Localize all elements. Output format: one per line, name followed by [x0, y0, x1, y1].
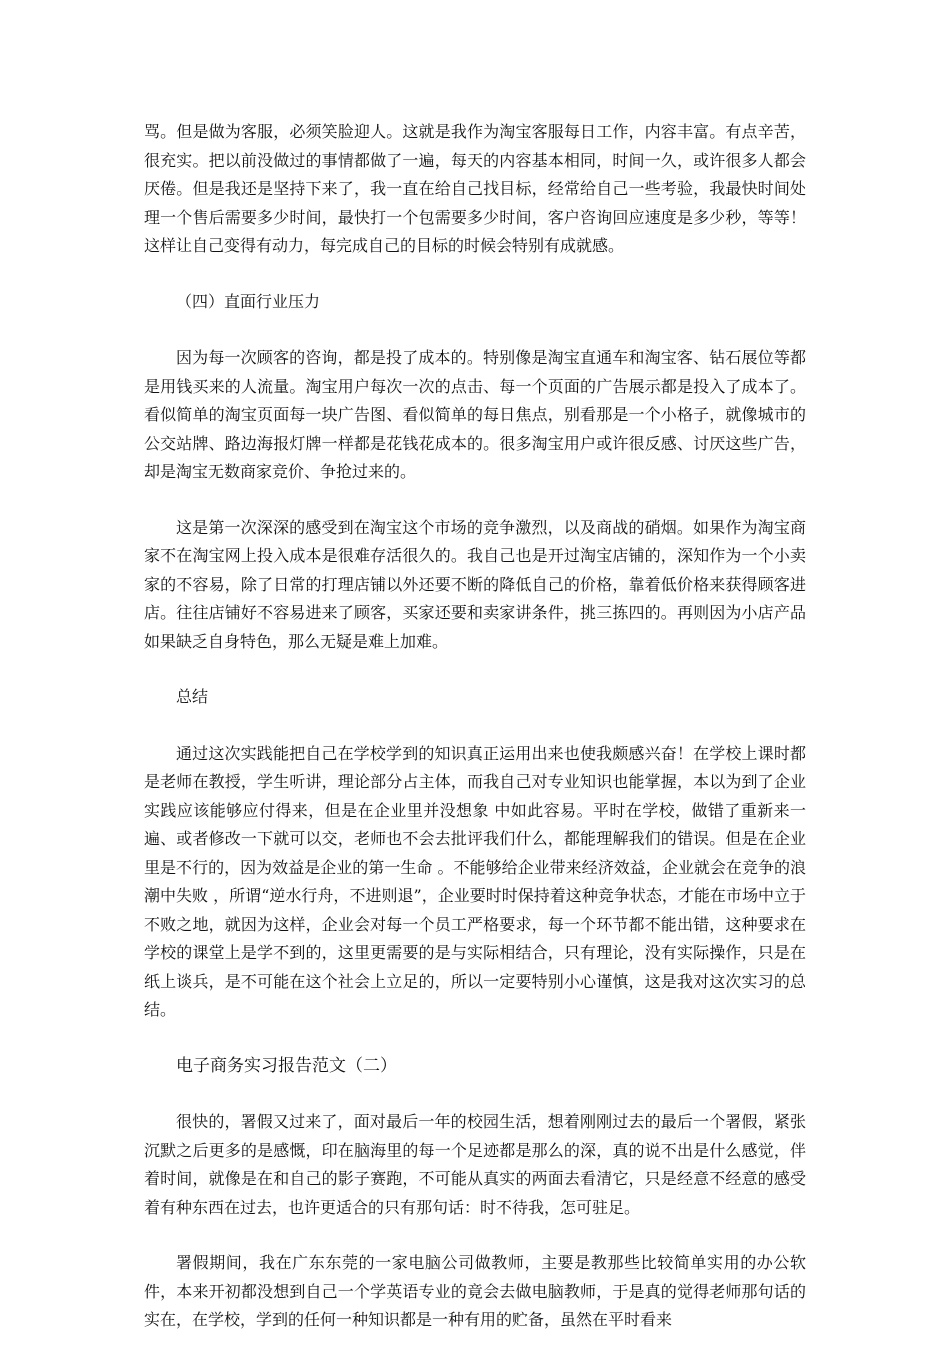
paragraph-customer-service: 骂。但是做为客服，必须笑脸迎人。这就是我作为淘宝客服每日工作，内容丰富。有点辛苦，很充实。把以前没做过的事情都做了一遍，每天的内容基本相同，时间一久，或许很多人都会厌倦。但是我还是坚持下来了，我一直在给自己找目标，经常给自己一些考验，我最快时间处理一个售后需要多少时间，最快打一个包需要多少时间，客户咨询回应速度是多少秒，等等！这样让自己变得有动力，每完成自己的目标的时候会特别有成就感。	[144, 122, 806, 255]
section-heading-summary: 总结	[176, 687, 209, 706]
document-page	[144, 118, 806, 1362]
paragraph-summer-vacation: 很快的，署假又过来了，面对最后一年的校园生活，想着刚刚过去的最后一个署假，紧张沉默之后更多的是感慨，印在脑海里的每一个足迹都是那么的深，真的说不出是什么感觉，伴着时间，就像是在和自己的影子赛跑，不可能从真实的两面去看清它，只是经意不经意的感受着有种东西在过去，也许更适合的只有那句话：时不待我，怎可驻足。	[144, 1112, 806, 1217]
paragraph-market-competition: 这是第一次深深的感受到在淘宝这个市场的竞争激烈，以及商战的硝烟。如果作为淘宝商家不在淘宝网上投入成本是很难存活很久的。我自己也是开过淘宝店铺的，深知作为一个小卖家的不容易，除了日常的打理店铺以外还要不断的降低自己的价格，靠着低价格来获得顾客进店。往往店铺好不容易进来了顾客，买家还要和卖家讲条件，挑三拣四的。再则因为小店产品如果缺乏自身特色，那么无疑是难上加难。	[144, 517, 806, 651]
paragraph-computer-teacher: 署假期间，我在广东东莞的一家电脑公司做教师，主要是教那些比较简单实用的办公软件，本来开初都没想到自己一个学英语专业的竟会去做电脑教师，于是真的觉得老师那句话的实在，在学校，学到的任何一种知识都是一种有用的贮备，虽然在平时看来	[144, 1253, 806, 1329]
paragraph-summary: 通过这次实践能把自己在学校学到的知识真正运用出来也使我颇感兴奋！在学校上课时都是老师在教授，学生听讲，理论部分占主体，而我自己对专业知识也能掌握，本以为到了企业实践应该能够应付得来，但是在企业里并没想象 中如此容易。平时在学校，做错了重新来一遍、或者修改一下就可以交，老师也不会去批评我们什么，都能理解我们的错误。但是在企业里是不行的，因为效益是企业的第一生命 。不能够给企业带来经济效益，企业就会在竞争的浪潮中失败 ，所谓“逆水行舟，不进则退”，企业要时时保持着这种竞争状态，才能在市场中立于不败之地，就因为这样，企业会对每一个员工严格要求，每一个环节都不能出错，这种要求在学校的课堂上是学不到的，这里更需要的是与实际相结合，只有理论，没有实际操作，只是在纸上谈兵，是不可能在这个社会上立足的，所以一定要特别小心谨慎，这是我对这次实习的总结。	[144, 743, 806, 1019]
section-heading-industry-pressure: （四）直面行业压力	[176, 291, 321, 311]
section-heading-report-two: 电子商务实习报告范文（二）	[176, 1055, 397, 1076]
paragraph-advertising-cost: 因为每一次顾客的咨询，都是投了成本的。特别像是淘宝直通车和淘宝客、钻石展位等都是用钱买来的人流量。淘宝用户每次一次的点击、每一个页面的广告展示都是投入了成本了。看似简单的淘宝页面每一块广告图、看似简单的每日焦点，别看那是一个小格子，就像城市的公交站牌、路边海报灯牌一样都是花钱花成本的。很多淘宝用户或许很反感、讨厌这些广告，却是淘宝无数商家竞价、争抢过来的。	[144, 348, 806, 481]
